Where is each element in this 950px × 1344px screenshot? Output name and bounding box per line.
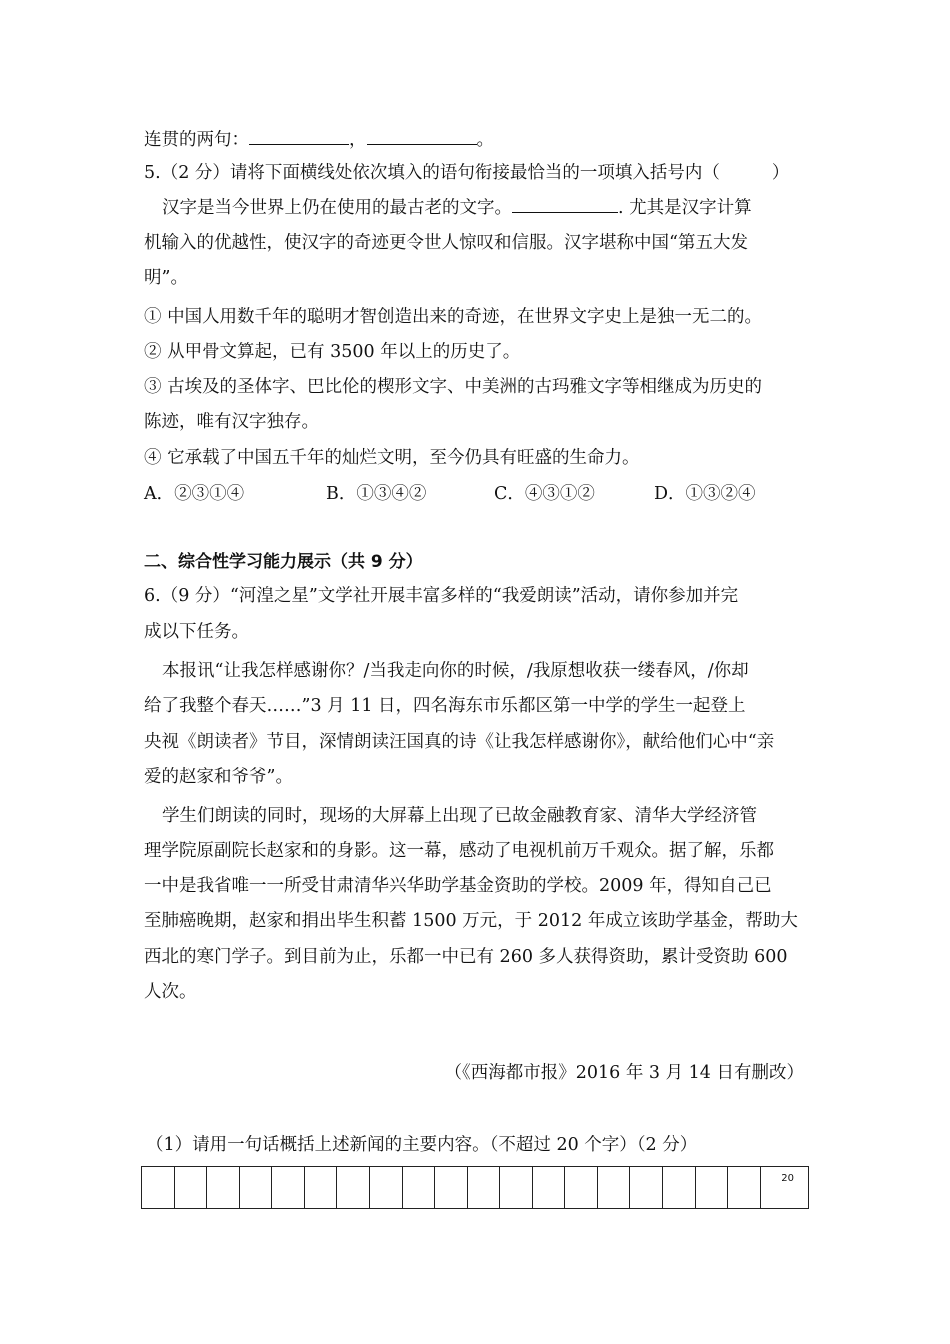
grid-cell[interactable] xyxy=(598,1167,631,1208)
q5-passage-a: 汉字是当今世界上仍在使用的最古老的文字。 xyxy=(162,198,512,218)
passage-blank[interactable] xyxy=(512,196,618,213)
grid-cell[interactable] xyxy=(207,1167,240,1208)
grid-cell[interactable] xyxy=(630,1167,663,1208)
q4-prefix: 连贯的两句： xyxy=(144,130,249,150)
option-c[interactable]: C．④③①② xyxy=(494,484,595,504)
grid-cell[interactable] xyxy=(142,1167,175,1208)
grid-cell[interactable] xyxy=(500,1167,533,1208)
option-b[interactable]: B．①③④② xyxy=(326,484,427,504)
q5-passage-b: . 尤其是汉字计算 xyxy=(618,198,752,218)
q5-sentence-1: ① 中国人用数千年的聪明才智创造出来的奇迹，在世界文字史上是独一无二的。 xyxy=(144,307,763,327)
grid-cell[interactable] xyxy=(533,1167,566,1208)
option-a[interactable]: A．②③①④ xyxy=(144,484,245,504)
grid-cell[interactable] xyxy=(403,1167,436,1208)
news-p1-line-3: 央视《朗读者》节目，深情朗读汪国真的诗《让我怎样感谢你》，献给他们心中“亲 xyxy=(144,732,775,752)
answer-grid xyxy=(141,1166,809,1209)
option-d[interactable]: D．①③②④ xyxy=(654,484,756,504)
q6-stem-line-1: 6.（9 分）“河湟之星”文学社开展丰富多样的“我爱朗读”活动，请你参加并完 xyxy=(144,586,739,606)
news-p2-line-2: 理学院原副院长赵家和的身影。这一幕，感动了电视机前万千观众。据了解，乐都 xyxy=(144,841,774,861)
grid-cell-20[interactable] xyxy=(761,1167,808,1208)
grid-count-label: 20 xyxy=(781,1173,795,1184)
answer-blank-1[interactable] xyxy=(249,128,349,145)
grid-cell[interactable] xyxy=(175,1167,208,1208)
news-p2-line-5: 西北的寒门学子。到目前为止，乐都一中已有 260 多人获得资助，累计受资助 600 xyxy=(144,947,788,967)
news-p1-line-4: 爱的赵家和爷爷”。 xyxy=(144,767,293,787)
news-source: （《西海都市报》2016 年 3 月 14 日有删改） xyxy=(444,1063,804,1083)
grid-cell[interactable] xyxy=(435,1167,468,1208)
q5-sentence-3a: ③ 古埃及的圣体字、巴比伦的楔形文字、中美洲的古玛雅文字等相继成为历史的 xyxy=(144,377,763,397)
grid-cell[interactable] xyxy=(272,1167,305,1208)
news-p1-line-2: 给了我整个春天……”3 月 11 日，四名海东市乐都区第一中学的学生一起登上 xyxy=(144,696,746,716)
q6-stem-line-2: 成以下任务。 xyxy=(144,622,249,642)
q4-answer-line xyxy=(144,128,810,152)
grid-cell[interactable] xyxy=(663,1167,696,1208)
news-p2-line-6: 人次。 xyxy=(144,982,197,1002)
answer-blank-2[interactable] xyxy=(367,128,477,145)
q5-stem xyxy=(144,161,810,185)
q5-stem-text: 5.（2 分）请将下面横线处依次填入的语句衔接最恰当的一项填入括号内（ xyxy=(144,163,720,183)
grid-cell[interactable] xyxy=(696,1167,729,1208)
grid-cell[interactable] xyxy=(468,1167,501,1208)
news-p2-line-4: 至肺癌晚期，赵家和捐出毕生积蓄 1500 万元，于 2012 年成立该助学基金，帮助大 xyxy=(144,911,798,931)
sub-question-1: （1）请用一句话概括上述新闻的主要内容。（不超过 20 个字）（2 分） xyxy=(146,1135,698,1155)
q5-passage-line-2: 机输入的优越性，使汉字的奇迹更令世人惊叹和信服。汉字堪称中国“第五大发 xyxy=(144,233,748,253)
q5-stem-close: ） xyxy=(771,163,790,183)
grid-cell[interactable] xyxy=(240,1167,273,1208)
grid-cell[interactable] xyxy=(337,1167,370,1208)
grid-cell[interactable] xyxy=(565,1167,598,1208)
grid-cell[interactable] xyxy=(728,1167,761,1208)
news-p2-line-1: 学生们朗读的同时，现场的大屏幕上出现了已故金融教育家、清华大学经济管 xyxy=(162,806,757,826)
news-p2-line-3: 一中是我省唯一一所受甘肃清华兴华助学基金资助的学校。2009 年，得知自己已 xyxy=(144,876,772,896)
grid-cell[interactable] xyxy=(305,1167,338,1208)
separator: ， xyxy=(349,130,367,150)
news-p1-line-1: 本报讯“让我怎样感谢你？/当我走向你的时候，/我原想收获一缕春风，/你却 xyxy=(162,661,749,681)
period: 。 xyxy=(476,130,494,150)
q5-sentence-2: ② 从甲骨文算起，已有 3500 年以上的历史了。 xyxy=(144,342,521,362)
q5-passage-line-3: 明”。 xyxy=(144,268,188,288)
grid-cell[interactable] xyxy=(370,1167,403,1208)
q5-sentence-3b: 陈迹，唯有汉字独存。 xyxy=(144,412,319,432)
section-2-heading: 二、综合性学习能力展示（共 9 分） xyxy=(144,552,423,572)
q5-sentence-4: ④ 它承载了中国五千年的灿烂文明，至今仍具有旺盛的生命力。 xyxy=(144,448,640,468)
q5-passage-line-1 xyxy=(162,196,828,220)
